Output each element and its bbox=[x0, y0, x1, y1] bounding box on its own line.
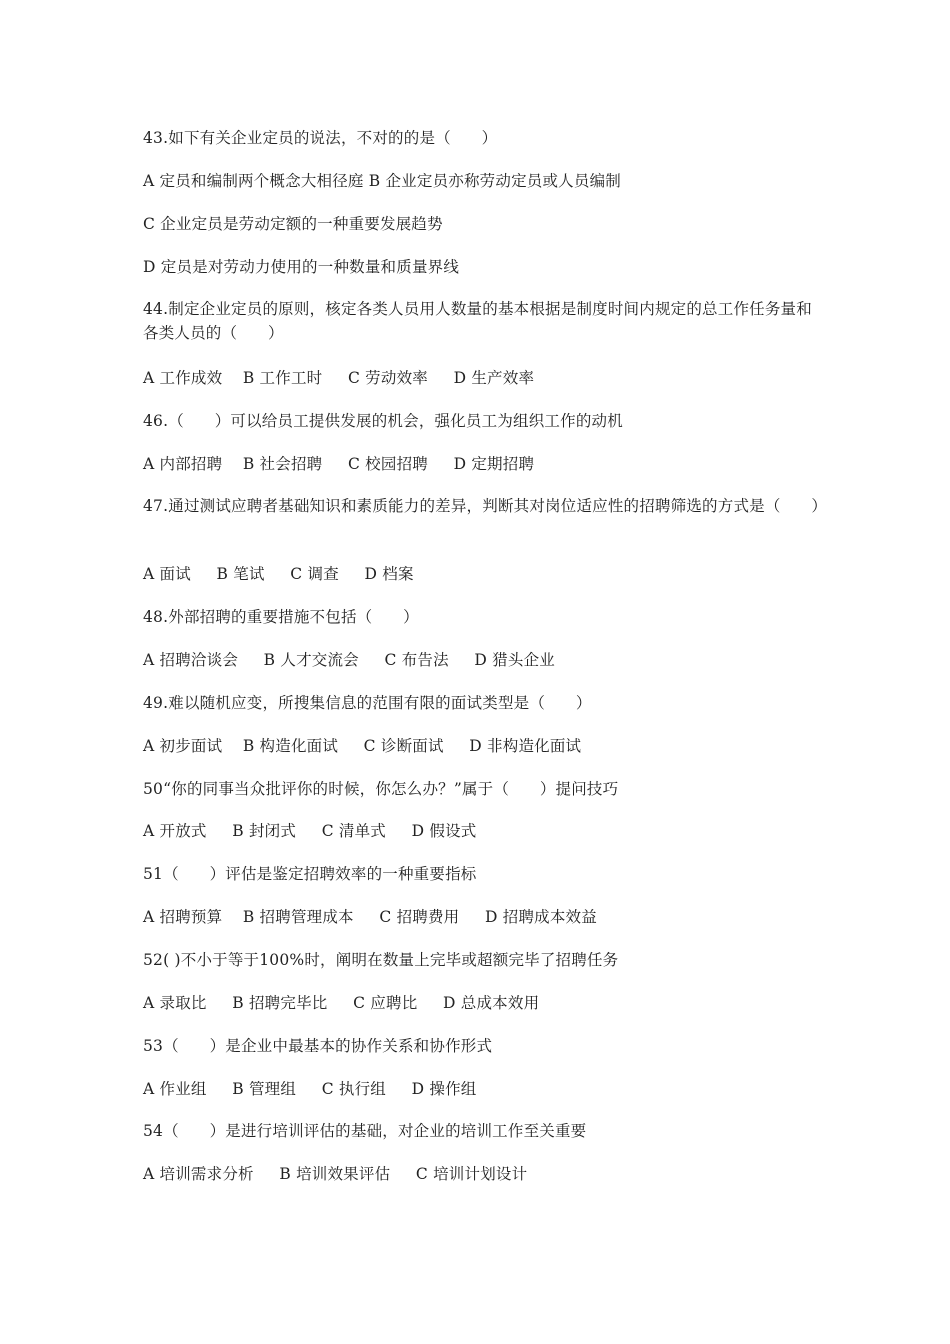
question-50: 50“你的同事当众批评你的时候，你怎么办？”属于（ ）提问技巧 bbox=[143, 780, 619, 798]
question-46-options: A 内部招聘 B 社会招聘 C 校园招聘 D 定期招聘 bbox=[143, 455, 535, 473]
question-48-options: A 招聘洽谈会 B 人才交流会 C 布告法 D 猎头企业 bbox=[143, 651, 555, 669]
question-50-options: A 开放式 B 封闭式 C 清单式 D 假设式 bbox=[143, 822, 477, 840]
question-51: 51（ ）评估是鉴定招聘效率的一种重要指标 bbox=[143, 865, 477, 883]
question-54-options: A 培训需求分析 B 培训效果评估 C 培训计划设计 bbox=[143, 1165, 528, 1183]
question-43-options-ab: A 定员和编制两个概念大相径庭 B 企业定员亦称劳动定员或人员编制 bbox=[143, 172, 621, 190]
question-44-options: A 工作成效 B 工作工时 C 劳动效率 D 生产效率 bbox=[143, 369, 535, 387]
question-43: 43.如下有关企业定员的说法，不对的的是（ ） bbox=[143, 129, 498, 147]
question-47: 47.通过测试应聘者基础知识和素质能力的差异，判断其对岗位适应性的招聘筛选的方式是（ ） bbox=[143, 497, 828, 515]
question-51-options: A 招聘预算 B 招聘管理成本 C 招聘费用 D 招聘成本效益 bbox=[143, 908, 597, 926]
question-52-options: A 录取比 B 招聘完毕比 C 应聘比 D 总成本效用 bbox=[143, 994, 540, 1012]
question-48: 48.外部招聘的重要措施不包括（ ） bbox=[143, 608, 419, 626]
question-53: 53（ ）是企业中最基本的协作关系和协作形式 bbox=[143, 1037, 493, 1055]
question-49-options: A 初步面试 B 构造化面试 C 诊断面试 D 非构造化面试 bbox=[143, 737, 582, 755]
question-47-options: A 面试 B 笔试 C 调查 D 档案 bbox=[143, 565, 414, 583]
question-46: 46.（ ）可以给员工提供发展的机会，强化员工为组织工作的动机 bbox=[143, 412, 623, 430]
question-43-option-d: D 定员是对劳动力使用的一种数量和质量界线 bbox=[143, 258, 460, 276]
question-52: 52( )不小于等于100%时，阐明在数量上完毕或超额完毕了招聘任务 bbox=[143, 951, 619, 969]
question-49: 49.难以随机应变，所搜集信息的范围有限的面试类型是（ ） bbox=[143, 694, 592, 712]
question-43-option-c: C 企业定员是劳动定额的一种重要发展趋势 bbox=[143, 215, 443, 233]
question-53-options: A 作业组 B 管理组 C 执行组 D 操作组 bbox=[143, 1080, 477, 1098]
question-44: 44.制定企业定员的原则，核定各类人员用人数量的基本根据是制度时间内规定的总工作任务量和各类人员的（ ） bbox=[143, 300, 812, 342]
question-54: 54（ ）是进行培训评估的基础，对企业的培训工作至关重要 bbox=[143, 1122, 587, 1140]
